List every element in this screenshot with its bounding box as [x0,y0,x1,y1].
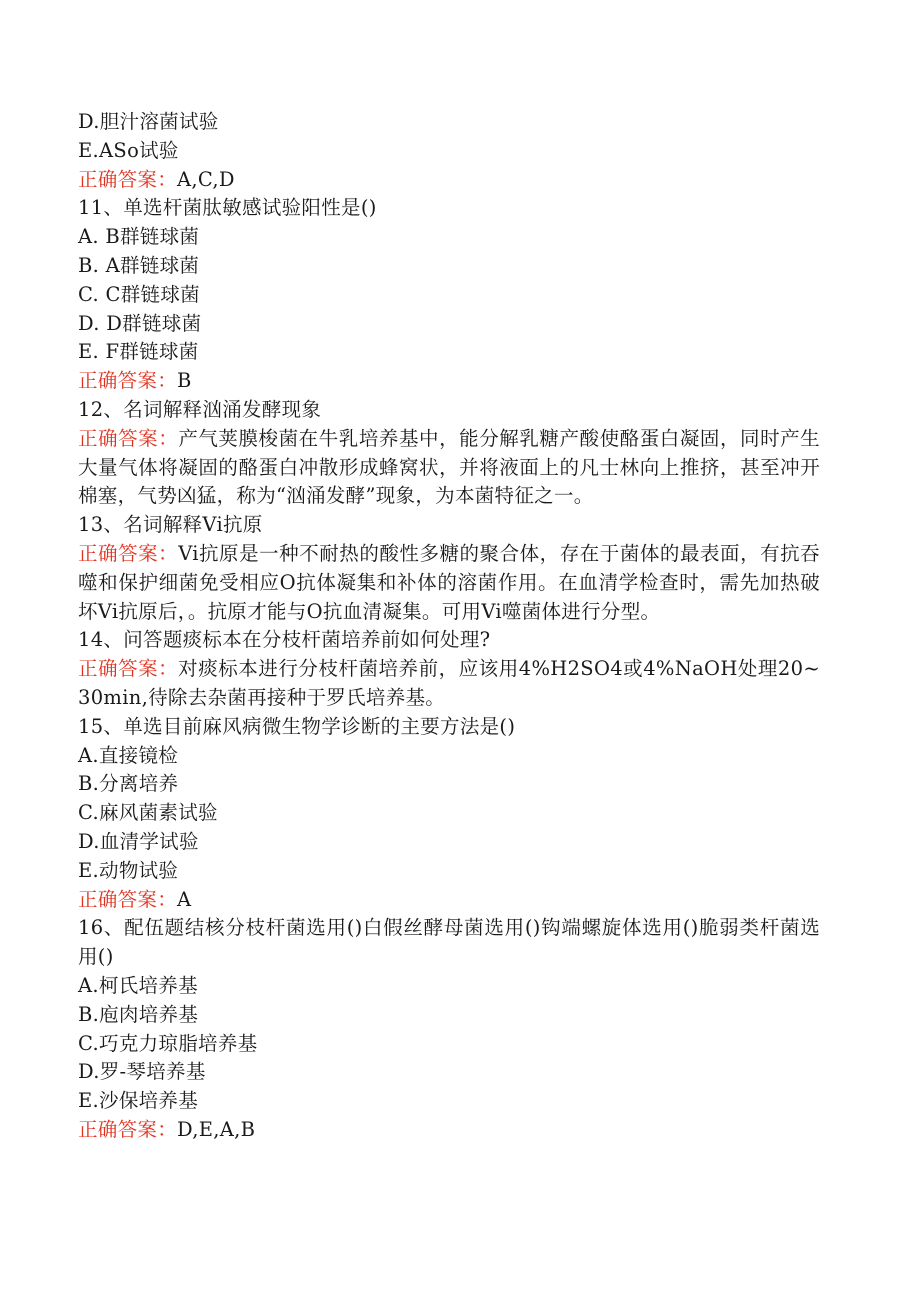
option: E.沙保培养基 [78,1089,199,1113]
answer-paragraph [78,540,820,626]
option: D.罗-琴培养基 [78,1060,206,1084]
option: C.麻风菌素试验 [78,801,218,825]
option: A.柯氏培养基 [78,973,198,997]
option: D.血清学试验 [78,829,199,853]
option: A.直接镜检 [78,743,179,767]
answer-value: Vi抗原是一种不耐热的酸性多糖的聚合体，存在于菌体的最表面，有抗吞噬和保护细菌免受相应O抗体凝集和补体的溶菌作用。在血清学检查时，需先加热破坏Vi抗原后，。抗原才能与O抗血清凝集。可用Vi噬菌体进行分型。 [78,541,820,623]
answer-label: 正确答案： [78,541,179,565]
question-title-16: 16、配伍题结核分枝杆菌选用()白假丝酵母菌选用()钩端螺旋体选用()脆弱类杆菌选用() [78,916,820,969]
answer-line [78,1116,820,1145]
question-title-14: 14、问答题痰标本在分枝杆菌培养前如何处理? [78,628,491,652]
answer-label: 正确答案： [78,1117,178,1141]
answer-label: 正确答案： [78,369,178,393]
document-page [78,108,820,1145]
answer-label: 正确答案： [78,167,178,191]
option: B.庖肉培养基 [78,1002,199,1026]
answer-label: 正确答案： [78,887,178,911]
question-title-13: 13、名词解释Vi抗原 [78,513,263,537]
option: B.分离培养 [78,772,179,796]
answer-value: D,E,A,B [177,1117,256,1141]
question-title-11: 11、单选杆菌肽敏感试验阳性是() [78,196,377,220]
answer-line [78,166,820,195]
answer-label: 正确答案： [78,426,179,450]
option: B. A群链球菌 [78,253,200,277]
option: E. F群链球菌 [78,340,199,364]
answer-value: A,C,D [177,167,235,191]
option: C.巧克力琼脂培养基 [78,1031,258,1055]
answer-paragraph [78,655,820,713]
option-d-bile: D.胆汁溶菌试验 [78,110,219,133]
answer-value: A [177,887,192,911]
answer-paragraph [78,425,820,511]
option: D. D群链球菌 [78,311,202,335]
option: C. C群链球菌 [78,282,200,306]
answer-label: 正确答案： [78,657,179,681]
answer-line [78,886,820,915]
option-e-aso: E.ASo试验 [78,138,179,162]
answer-value: B [177,369,192,393]
answer-value: 对痰标本进行分枝杆菌培养前，应该用4%H2SO4或4%NaOH处理20~30min,待除去杂菌再接种于罗氏培养基。 [78,657,820,709]
answer-line [78,367,820,396]
option: A. B群链球菌 [78,225,200,249]
question-title-12: 12、名词解释汹涌发酵现象 [78,397,322,421]
answer-value: 产气荚膜梭菌在牛乳培养基中，能分解乳糖产酸使酪蛋白凝固，同时产生大量气体将凝固的酪蛋白冲散形成蜂窝状，并将液面上的凡士林向上推挤，甚至冲开棉塞，气势凶猛，称为“汹涌发酵”现象，为本菌特征之一。 [78,426,820,508]
question-title-15: 15、单选目前麻风病微生物学诊断的主要方法是() [78,714,516,738]
option: E.动物试验 [78,858,179,882]
